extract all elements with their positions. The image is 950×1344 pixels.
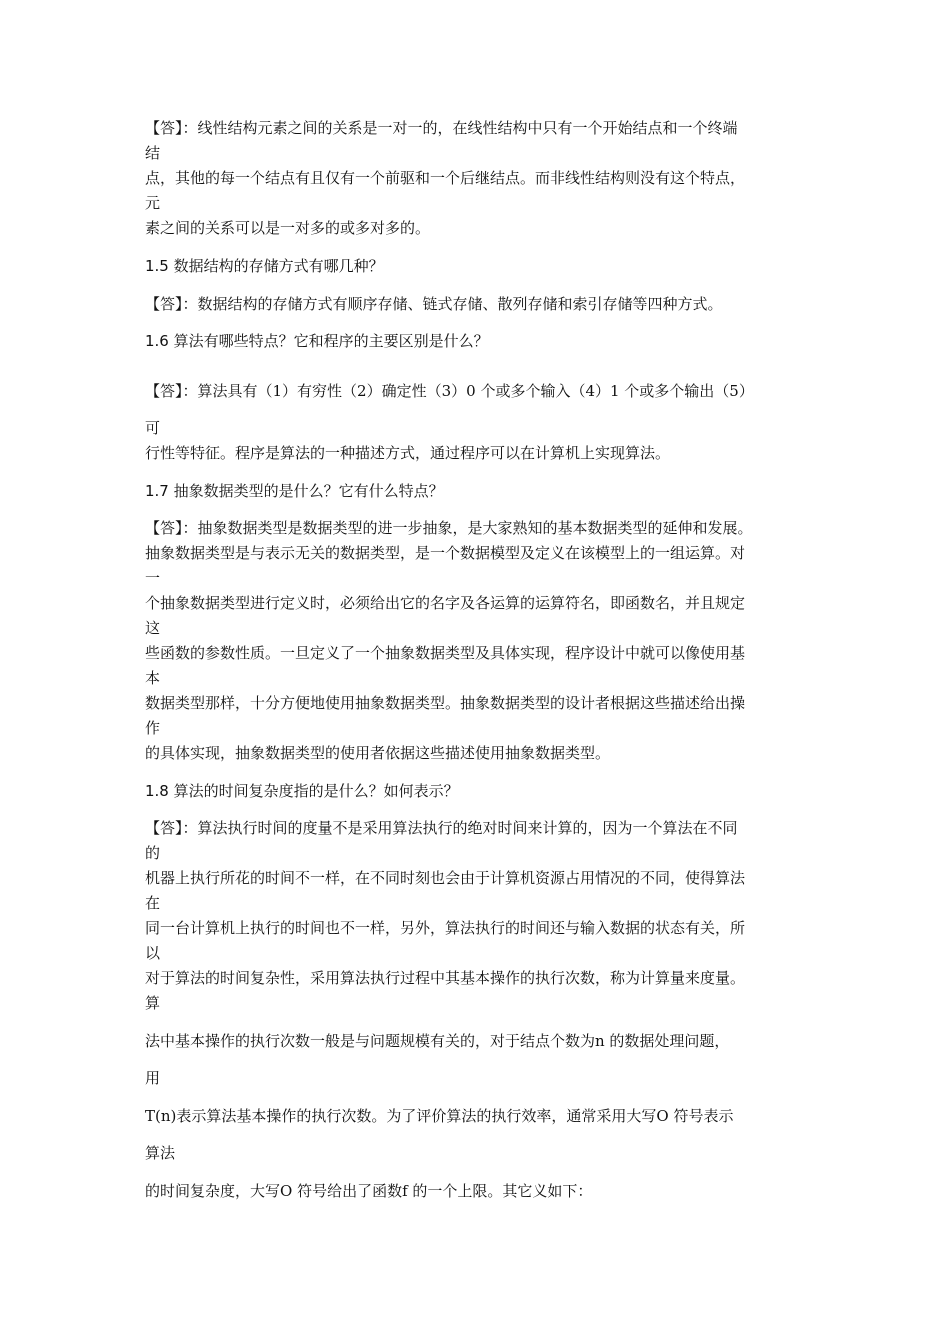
text-line: 结 (145, 144, 161, 162)
text-line: 法中基本操作的执行次数一般是与问题规模有关的，对于结点个数为n 的数据处理问题， (145, 1032, 730, 1050)
text-line: 【答】：数据结构的存储方式有顺序存储、链式存储、散列存储和索引存储等四种方式。 (145, 295, 723, 313)
text-line: T(n)表示算法基本操作的执行次数。为了评价算法的执行效率，通常采用大写O 符号表示 (145, 1107, 734, 1125)
text-line: 同一台计算机上执行的时间也不一样，另外，算法执行的时间还与输入数据的状态有关，所 (145, 919, 746, 937)
text-line: 【答】：抽象数据类型是数据类型的进一步抽象，是大家熟知的基本数据类型的延伸和发展。 (145, 519, 753, 537)
text-line: 用 (145, 1069, 161, 1087)
question-heading: 1.7 抽象数据类型的是什么？它有什么特点？ (145, 482, 444, 500)
text-line: 以 (145, 944, 161, 962)
question-heading: 1.6 算法有哪些特点？它和程序的主要区别是什么？ (145, 332, 489, 350)
text-line: 行性等特征。程序是算法的一种描述方式，通过程序可以在计算机上实现算法。 (145, 444, 671, 462)
text-line: 本 (145, 669, 161, 687)
text-line: 一 (145, 569, 161, 587)
text-line: 可 (145, 419, 161, 437)
text-line: 【答】：算法执行时间的度量不是采用算法执行的绝对时间来计算的，因为一个算法在不同 (145, 819, 738, 837)
text-line: 的 (145, 844, 161, 862)
text-line: 作 (145, 719, 161, 737)
text-line: 的时间复杂度，大写O 符号给出了函数f 的一个上限。其它义如下： (145, 1182, 593, 1200)
text-line: 点，其他的每一个结点有且仅有一个前驱和一个后继结点。而非线性结构则没有这个特点， (145, 169, 746, 187)
text-line: 【答】：算法具有（1）有穷性（2）确定性（3）0 个或多个输入（4）1 个或多个输出（5） (145, 382, 754, 400)
text-line: 抽象数据类型是与表示无关的数据类型，是一个数据模型及定义在该模型上的一组运算。对 (145, 544, 746, 562)
text-line: 【答】：线性结构元素之间的关系是一对一的，在线性结构中只有一个开始结点和一个终端 (145, 119, 738, 137)
question-heading: 1.5 数据结构的存储方式有哪几种？ (145, 257, 384, 275)
text-line: 个抽象数据类型进行定义时，必须给出它的名字及各运算的运算符名，即函数名，并且规定 (145, 594, 746, 612)
text-line: 在 (145, 894, 161, 912)
text-line: 的具体实现，抽象数据类型的使用者依据这些描述使用抽象数据类型。 (145, 744, 611, 762)
text-line: 这 (145, 619, 161, 637)
text-line: 元 (145, 194, 161, 212)
text-line: 素之间的关系可以是一对多的或多对多的。 (145, 219, 431, 237)
text-line: 对于算法的时间复杂性，采用算法执行过程中其基本操作的执行次数，称为计算量来度量。 (145, 969, 746, 987)
text-line: 数据类型那样，十分方便地使用抽象数据类型。抽象数据类型的设计者根据这些描述给出操 (145, 694, 746, 712)
text-line: 算法 (145, 1144, 176, 1162)
question-heading: 1.8 算法的时间复杂度指的是什么？如何表示？ (145, 782, 459, 800)
text-line: 些函数的参数性质。一旦定义了一个抽象数据类型及具体实现，程序设计中就可以像使用基 (145, 644, 746, 662)
text-line: 机器上执行所花的时间不一样，在不同时刻也会由于计算机资源占用情况的不同，使得算法 (145, 869, 746, 887)
text-line: 算 (145, 994, 161, 1012)
